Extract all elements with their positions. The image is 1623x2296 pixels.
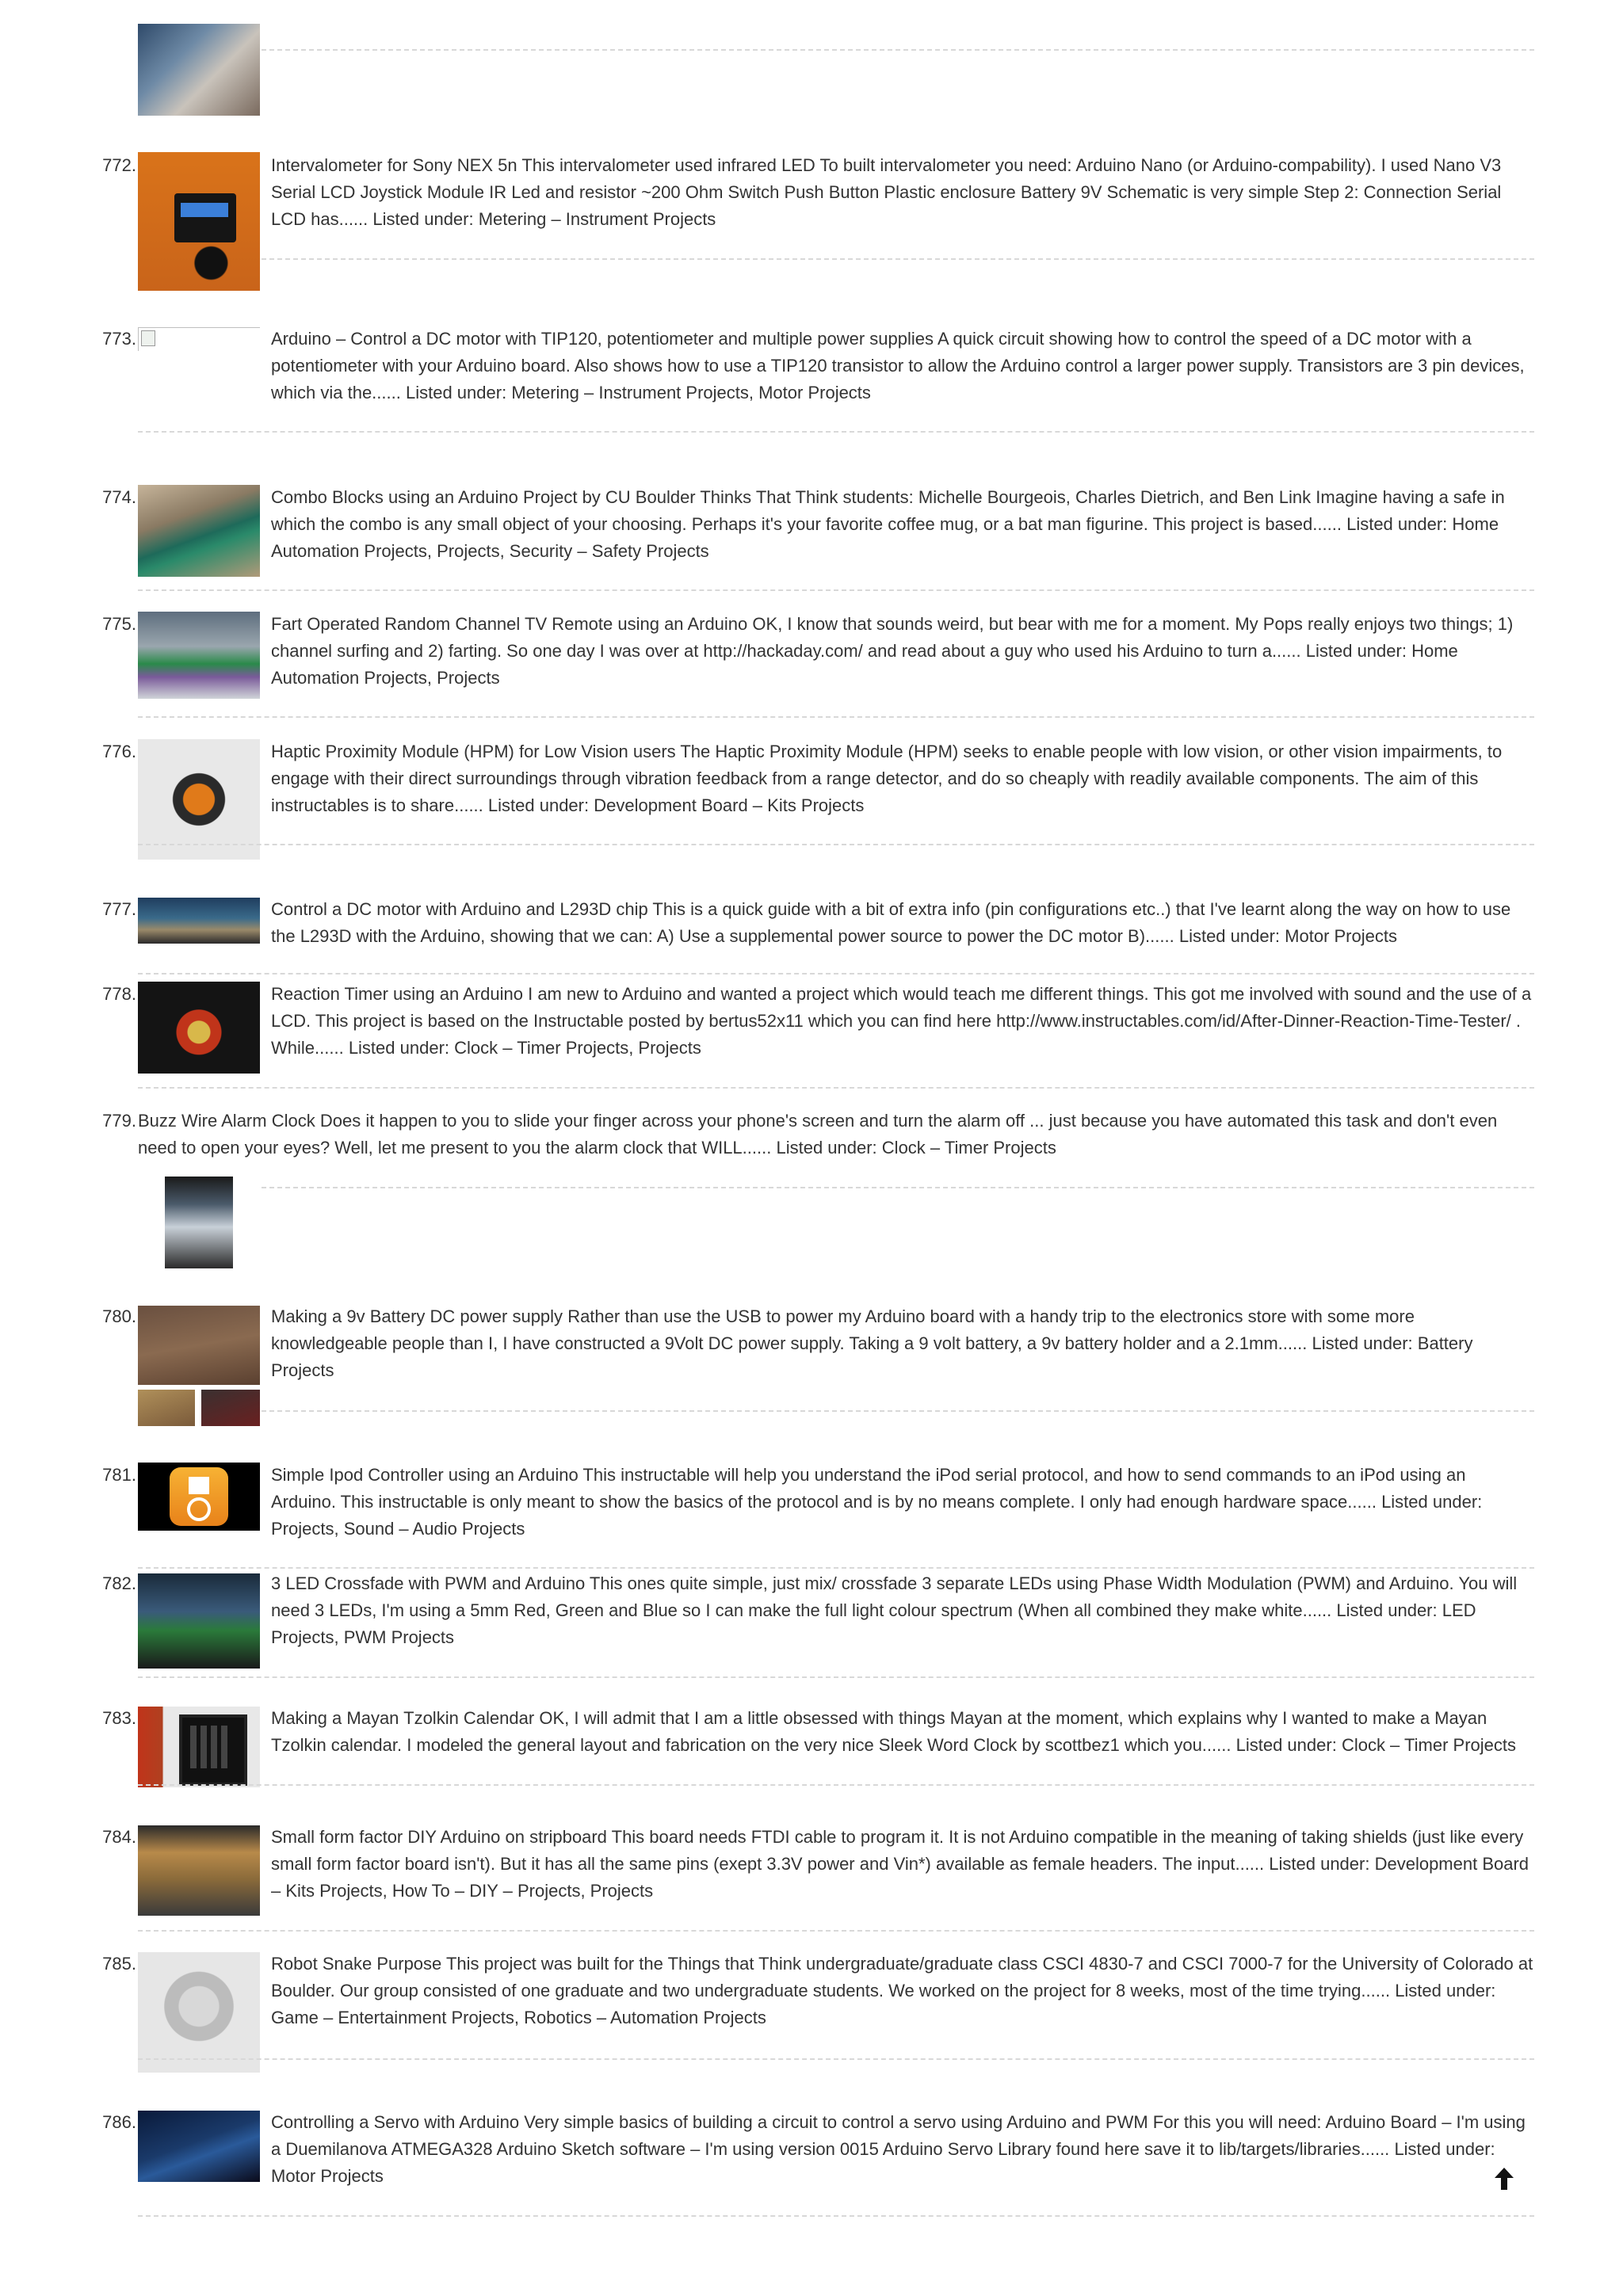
item-categories[interactable]: Motor Projects [271,2166,384,2186]
item-title[interactable]: Simple Ipod Controller using an Arduino [271,1465,579,1485]
item-categories[interactable]: Projects, Sound – Audio Projects [271,1519,525,1539]
item-categories[interactable]: Development Board – Kits Projects [594,795,865,815]
item-thumbnail[interactable] [165,1177,233,1268]
item-categories[interactable]: Home Automation Projects, Projects, Security – Safety Projects [271,514,1499,561]
broken-image-icon [138,327,260,351]
item-title[interactable]: Small form factor DIY Arduino on stripboard [271,1827,607,1847]
item-description: Controlling a Servo with Arduino Very simple basics of building a circuit to control a servo using Arduino and PWM For this you will need: Arduino Board – I'm using a Duemilanova ATMEGA328 Arduino Sketch software – I'm using version 0015 Arduino Servo Library found here save it to lib/targets/libraries...... Listed under: Motor Projects [271,2112,1526,2186]
item-thumbnail[interactable] [138,1825,260,1916]
item-title[interactable]: Buzz Wire Alarm Clock [138,1111,315,1131]
item-separator [262,49,1534,51]
item-description: Haptic Proximity Module (HPM) for Low Vision users The Haptic Proximity Module (HPM) seeks to enable people with low vision, or other vision impairments, to engage with their direct surroundings through vibration feedback from a range detector, and do so cheaply with readily available components. The aim of this instructables is to share...... Listed under: Development Board – Kits Projects [271,742,1503,815]
item-thumbnail-top[interactable] [138,24,260,116]
item-number: 784. [102,1827,136,1847]
item-number: 782. [102,1573,136,1593]
ipod-icon [170,1467,228,1526]
item-categories[interactable]: Development Board – Kits Projects, How To – DIY – Projects, Projects [271,1854,1529,1901]
item-title[interactable]: Robot Snake [271,1954,372,1974]
item-description: Fart Operated Random Channel TV Remote using an Arduino OK, I know that sounds weird, but bear with me for a moment. My Pops really enjoys two things; 1) channel surfing and 2) farting. So one day I was over at http://hackaday.com/ and read about a guy who used his Arduino to turn a...... Listed under: Home Automation Projects, Projects [271,614,1514,688]
item-categories[interactable]: Battery Projects [271,1333,1473,1380]
item-categories[interactable]: Clock – Timer Projects [881,1138,1056,1158]
item-separator [138,716,1534,718]
item-number: 775. [102,614,136,634]
item-separator [138,1567,1534,1569]
item-categories[interactable]: Motor Projects [1285,926,1397,946]
item-thumbnail[interactable] [138,327,260,351]
item-number: 779. [102,1111,136,1131]
item-thumbnail[interactable] [138,982,260,1074]
item-description: Control a DC motor with Arduino and L293D chip This is a quick guide with a bit of extra info (pin configurations etc..) that I've learnt along the way on how to use the L293D with the Arduino, showing that we can: A) Use a supplemental power source to power the DC motor B)...... Listed under: Motor Projects [271,899,1511,946]
item-separator [138,589,1534,591]
item-title[interactable]: Controlling a Servo with Arduino [271,2112,520,2132]
item-thumbnail[interactable] [138,1707,260,1787]
item-description: Buzz Wire Alarm Clock Does it happen to you to slide your finger across your phone's screen and turn the alarm off ... just because you have automated this task and don't even need to open your eyes? Well, let me present to you the alarm clock that WILL...... Listed under: Clock – Timer Projects [138,1111,1498,1158]
item-description: Combo Blocks using an Arduino Project by CU Boulder Thinks That Think students: Michelle Bourgeois, Charles Dietrich, and Ben Link Imagine having a safe in which the combo is any small object of your choosing. Perhaps it's your favorite coffee mug, or a bat man figurine. This project is based...... Listed under: Home Automation Projects, Projects, Security – Safety Projects [271,487,1505,561]
pixelated-avatar-icon [138,1952,260,2073]
item-thumbnail[interactable] [138,1306,260,1385]
item-number: 774. [102,487,136,507]
item-title[interactable]: Combo Blocks using an Arduino [271,487,518,507]
item-title[interactable]: Haptic Proximity Module (HPM) for Low Vision users [271,742,676,761]
item-thumbnail[interactable] [138,612,260,699]
item-title[interactable]: Making a 9v Battery DC power supply [271,1306,563,1326]
item-separator [262,1187,1534,1188]
item-title[interactable]: Reaction Timer using an Arduino [271,984,523,1004]
item-number: 778. [102,984,136,1004]
item-description: Making a Mayan Tzolkin Calendar OK, I will admit that I am a little obsessed with things Mayan at the moment, which explains why I wanted to make a Mayan Tzolkin calendar. I modeled the general layout and fabrication on the very nice Sleek Word Clock by scottbez1 which you...... Listed under: Clock – Timer Projects [271,1708,1516,1755]
item-separator [262,258,1534,260]
item-categories[interactable]: Clock – Timer Projects [1341,1735,1516,1755]
item-title[interactable]: 3 LED Crossfade with PWM and Arduino [271,1573,586,1593]
item-description: Arduino – Control a DC motor with TIP120, potentiometer and multiple power supplies A quick circuit showing how to control the speed of a DC motor with a potentiometer with your Arduino board. Also shows how to use a TIP120 transistor to allow the Arduino control a larger power supply. Transistors are 3 pin devices, which via the...... Listed under: Metering – Instrument Projects, Motor Projects [271,329,1525,402]
item-separator [138,431,1534,433]
item-description: Making a 9v Battery DC power supply Rather than use the USB to power my Arduino board with a handy trip to the electronics store with some more knowledgeable people than I, I have constructed a 9Volt DC power supply. Taking a 9 volt battery, a 9v battery holder and a 2.1mm...... Listed under: Battery Projects [271,1306,1473,1380]
item-thumbnail[interactable] [138,1573,260,1669]
item-description: Robot Snake Purpose This project was built for the Things that Think undergraduate/graduate class CSCI 4830-7 and CSCI 7000-7 for the University of Colorado at Boulder. Our group consisted of one graduate and two undergraduate students. We worked on the project for 8 weeks, most of the time trying...... Listed under: Game – Entertainment Projects, Robotics – Automation Projects [271,1954,1533,2027]
item-title[interactable]: Intervalometer for Sony NEX 5n [271,155,517,175]
item-categories[interactable]: Metering – Instrument Projects [478,209,716,229]
item-number: 773. [102,329,136,349]
item-description: Reaction Timer using an Arduino I am new to Arduino and wanted a project which would teach me different things. This got me involved with sound and the use of a LCD. This project is based on the Instructable posted by bertus52x11 which you can find here http://www.instructables.com/id/After-Dinner-Reaction-Time-Tester/ . While...... Listed under: Clock – Timer Projects, Projects [271,984,1532,1058]
item-description: Intervalometer for Sony NEX 5n This intervalometer used infrared LED To built intervalometer you need: Arduino Nano (or Arduino-compability). I used Nano V3 Serial LCD Joystick Module IR Led and resistor ~200 Ohm Switch Push Button Plastic enclosure Battery 9V Schematic is very simple Step 2: Connection Serial LCD has...... Listed under: Metering – Instrument Projects [271,155,1502,229]
item-number: 783. [102,1708,136,1728]
item-number: 785. [102,1954,136,1974]
item-thumbnail[interactable] [138,1463,260,1531]
item-description: Simple Ipod Controller using an Arduino This instructable will help you understand the iPod serial protocol, and how to send commands to an iPod using an Arduino. This instructable is only meant to show the basics of the protocol and is by no means complete. I only had enough hardware space...... Listed under: Projects, Sound – Audio Projects [271,1465,1483,1539]
item-separator [138,1930,1534,1932]
item-title[interactable]: Making a Mayan Tzolkin Calendar [271,1708,535,1728]
item-separator [138,2058,1534,2060]
item-thumbnail[interactable] [201,1390,260,1426]
item-categories[interactable]: Game – Entertainment Projects, Robotics – Automation Projects [271,2008,766,2027]
item-separator [138,1676,1534,1678]
item-thumbnail[interactable] [138,152,260,291]
item-thumbnail[interactable] [138,739,260,860]
item-thumbnail[interactable] [138,1952,260,2073]
item-description: Small form factor DIY Arduino on stripboard This board needs FTDI cable to program it. It is not Arduino compatible in the meaning of taking shields (just like every small form factor board isn't). But it has all the same pins (exept 3.3V power and Vin*) available as female headers. The input...... Listed under: Development Board – Kits Projects, How To – DIY – Projects, Projects [271,1827,1529,1901]
item-title[interactable]: Arduino – Control a DC motor with TIP120, potentiometer and multiple power supplies [271,329,934,349]
item-categories[interactable]: LED Projects, PWM Projects [271,1600,1476,1647]
item-separator [138,2215,1534,2217]
item-number: 780. [102,1306,136,1326]
item-separator [138,1087,1534,1089]
item-title[interactable]: Fart Operated Random Channel TV Remote using an Arduino [271,614,748,634]
item-description: 3 LED Crossfade with PWM and Arduino This ones quite simple, just mix/ crossfade 3 separate LEDs using Phase Width Modulation (PWM) and Arduino. You will need 3 LEDs, I'm using a 5mm Red, Green and Blue so I can make the full light colour spectrum (When all combined they make white...... Listed under: LED Projects, PWM Projects [271,1573,1518,1647]
item-number: 786. [102,2112,136,2132]
item-thumbnail[interactable] [138,898,260,944]
item-number: 777. [102,899,136,919]
up-arrow-icon[interactable] [1495,2168,1514,2190]
item-thumbnail[interactable] [138,2111,260,2182]
item-title[interactable]: Control a DC motor with Arduino and L293D chip [271,899,648,919]
item-separator [138,844,1534,845]
item-categories[interactable]: Home Automation Projects, Projects [271,641,1458,688]
item-categories[interactable]: Metering – Instrument Projects, Motor Projects [511,383,871,402]
item-number: 772. [102,155,136,175]
item-thumbnail[interactable] [138,1390,195,1426]
item-separator [138,1784,1534,1786]
item-separator [262,1410,1534,1412]
item-separator [138,973,1534,974]
item-categories[interactable]: Clock – Timer Projects, Projects [454,1038,701,1058]
item-thumbnail[interactable] [138,485,260,577]
item-number: 776. [102,742,136,761]
item-number: 781. [102,1465,136,1485]
